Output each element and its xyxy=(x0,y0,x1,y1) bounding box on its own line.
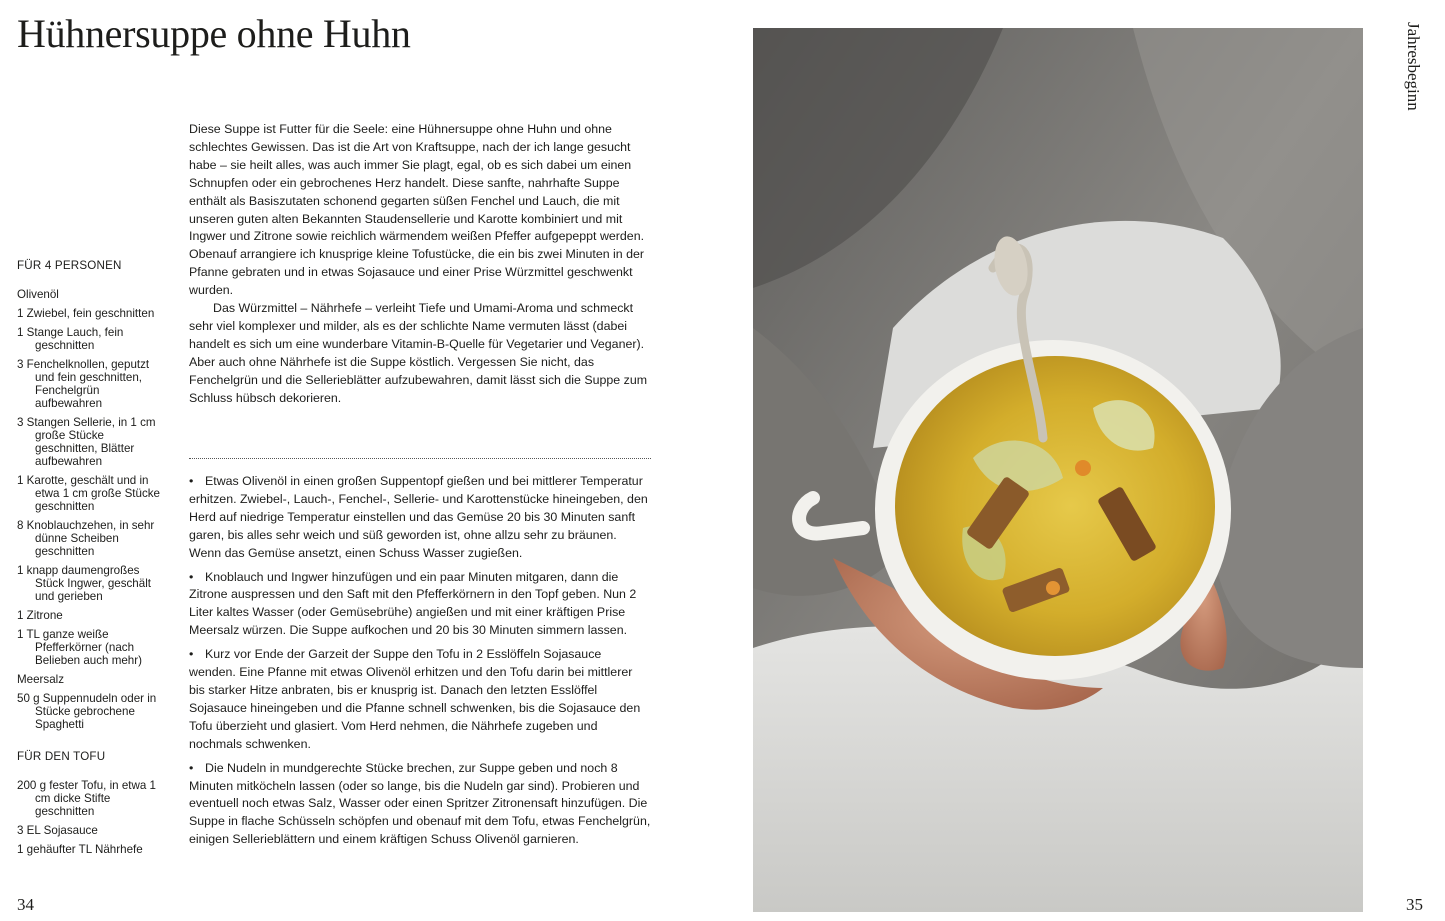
ingredient-item: 1 TL ganze weiße Pfefferkörner (nach Belieben auch mehr) xyxy=(17,628,142,667)
ingredient-item: Olivenöl xyxy=(17,288,59,301)
ingredient-item: 8 Knoblauchzehen, in sehr dünne Scheiben geschnitten xyxy=(17,519,155,558)
ingredients-column xyxy=(17,259,162,862)
soup-photo xyxy=(753,28,1363,912)
section-label: Jahresbeginn xyxy=(1404,22,1423,111)
soup xyxy=(895,356,1215,656)
recipe-title: Hühnersuppe ohne Huhn xyxy=(17,11,411,56)
bullet-icon: • xyxy=(189,647,194,662)
dotted-divider xyxy=(189,458,651,459)
ingredients-heading: FÜR 4 PERSONEN xyxy=(17,259,122,272)
ingredient-item: 50 g Suppennudeln oder in Stücke gebrochene Spaghetti xyxy=(17,692,157,731)
ingredient-item: 1 gehäufter TL Nährhefe xyxy=(17,843,143,856)
ingredients-list xyxy=(17,288,162,731)
bullet-icon: • xyxy=(189,569,194,584)
bullet-icon: • xyxy=(189,760,194,775)
ingredient-item: 3 Stangen Sellerie, in 1 cm große Stücke geschnitten, Blätter aufbewahren xyxy=(17,416,156,468)
step-text: Die Nudeln in mundgerechte Stücke brechen, zur Suppe geben und noch 8 Minuten mitköcheln lassen (oder so lange, bis die Nudeln gar sind). Probieren und eventuell noch etwas Salz, Wasser oder einen Spritzer Zitronensaft hinzufügen. Die Suppe in flache Schüsseln schöpfen und obenauf mit dem Tofu, etwas Fenchelgrün, einigen Sellerieblättern und einem kräftigen Schuss Olivenöl garnieren. xyxy=(189,760,651,847)
ingredient-item: 1 knapp daumengroßes Stück Ingwer, geschält und gerieben xyxy=(17,564,151,603)
page-number-right: 35 xyxy=(1406,895,1423,914)
intro-paragraph: Das Würzmittel – Nährhefe – verleiht Tiefe und Umami-Aroma und schmeckt sehr viel komplexer und milder, als es der schlichte Name vermuten lässt (dabei handelt es sich um eine wunderbare Vitamin-B-Quelle für Vegetarier und Veganer). Aber auch ohne Nährhefe ist die Suppe köstlich. Vergessen Sie nicht, das Fenchelgrün und die Sellerieblätter aufzubewahren, damit lässt sich die Suppe zum Schluss hübsch dekorieren. xyxy=(189,301,648,405)
method-step xyxy=(189,760,651,850)
tofu-ingredients-list xyxy=(17,779,162,856)
page-number-left: 34 xyxy=(17,895,34,914)
ingredient-item: 3 EL Sojasauce xyxy=(17,824,98,837)
intro-text xyxy=(189,121,651,408)
step-text: Knoblauch und Ingwer hinzufügen und ein paar Minuten mitgaren, dann die Zitrone auspressen und den Saft mit den Pfefferkörnern in den Topf geben. Nun 2 Liter kaltes Wasser (oder Gemüsebrühe) angießen und mit einer kräftigen Prise Meersalz würzen. Die Suppe aufkochen und 20 bis 30 Minuten simmern lassen. xyxy=(189,569,637,638)
ingredient-item: 1 Karotte, geschält und in etwa 1 cm große Stücke geschnitten xyxy=(17,474,161,513)
step-text: Kurz vor Ende der Garzeit der Suppe den Tofu in 2 Esslöffeln Sojasauce wenden. Eine Pfanne mit etwas Olivenöl erhitzen und den Tofu darin bei mittlerer bis starker Hitze anbraten, bis er knusprig ist. Danach den letzten Esslöffel Sojasauce hineingeben und die Pfanne schnell schwenken, bis die Sojasauce den Tofu überzieht und glasiert. Vom Herd nehmen, die Nährhefe zugeben und nochmals schwenken. xyxy=(189,647,641,751)
step-text: Etwas Olivenöl in einen großen Suppentopf gießen und bei mittlerer Temperatur erhitzen. Zwiebel-, Lauch-, Fenchel-, Sellerie- und Karottenstücke hineingeben, den Herd auf niedrige Temperatur einstellen und das Gemüse 20 bis 30 Minuten sanft garen, bis alles sehr weich und süß geworden ist, ohne allzu sehr zu bräunen. Wenn das Gemüse ansetzt, einen Schuss Wasser zugießen. xyxy=(189,474,648,560)
ingredient-item: 1 Zitrone xyxy=(17,609,63,622)
bullet-icon: • xyxy=(189,474,194,488)
method-step xyxy=(189,646,651,753)
tofu-heading: FÜR DEN TOFU xyxy=(17,750,106,763)
ingredient-item: Meersalz xyxy=(17,673,65,686)
method-steps xyxy=(189,473,651,855)
method-step xyxy=(189,473,651,563)
ingredient-item: 1 Stange Lauch, fein geschnitten xyxy=(17,326,124,352)
method-step xyxy=(189,569,651,641)
ingredient-item: 3 Fenchelknollen, geputzt und fein geschnitten, Fenchelgrün aufbewahren xyxy=(17,358,150,410)
ingredient-item: 1 Zwiebel, fein geschnitten xyxy=(17,307,155,320)
ingredient-item: 200 g fester Tofu, in etwa 1 cm dicke Stifte geschnitten xyxy=(17,779,156,818)
intro-paragraph: Diese Suppe ist Futter für die Seele: eine Hühnersuppe ohne Huhn und ohne schlechtes Gewissen. Das ist die Art von Kraftsuppe, nach der ich lange gesucht habe – sie heilt alles, was auch immer Sie plagt, egal, ob es sich dabei um einen Schnupfen oder ein gebrochenes Herz handelt. Diese sanfte, nahrhafte Suppe enthält als Basiszutaten schonend gegarten süßen Fenchel und Lauch, die mit unseren guten alten Bekannten Staudensellerie und Karotte kombiniert und mit Ingwer und Zitrone sowie reichlich wärmendem weißen Pfeffer aufgepeppt werden. Obenauf arrangiere ich knusprige kleine Tofustücke, die ein bis zwei Minuten in der Pfanne gebraten und in etwas Sojasauce und einer Prise Würzmittel geschwenkt wurden. xyxy=(189,122,645,298)
